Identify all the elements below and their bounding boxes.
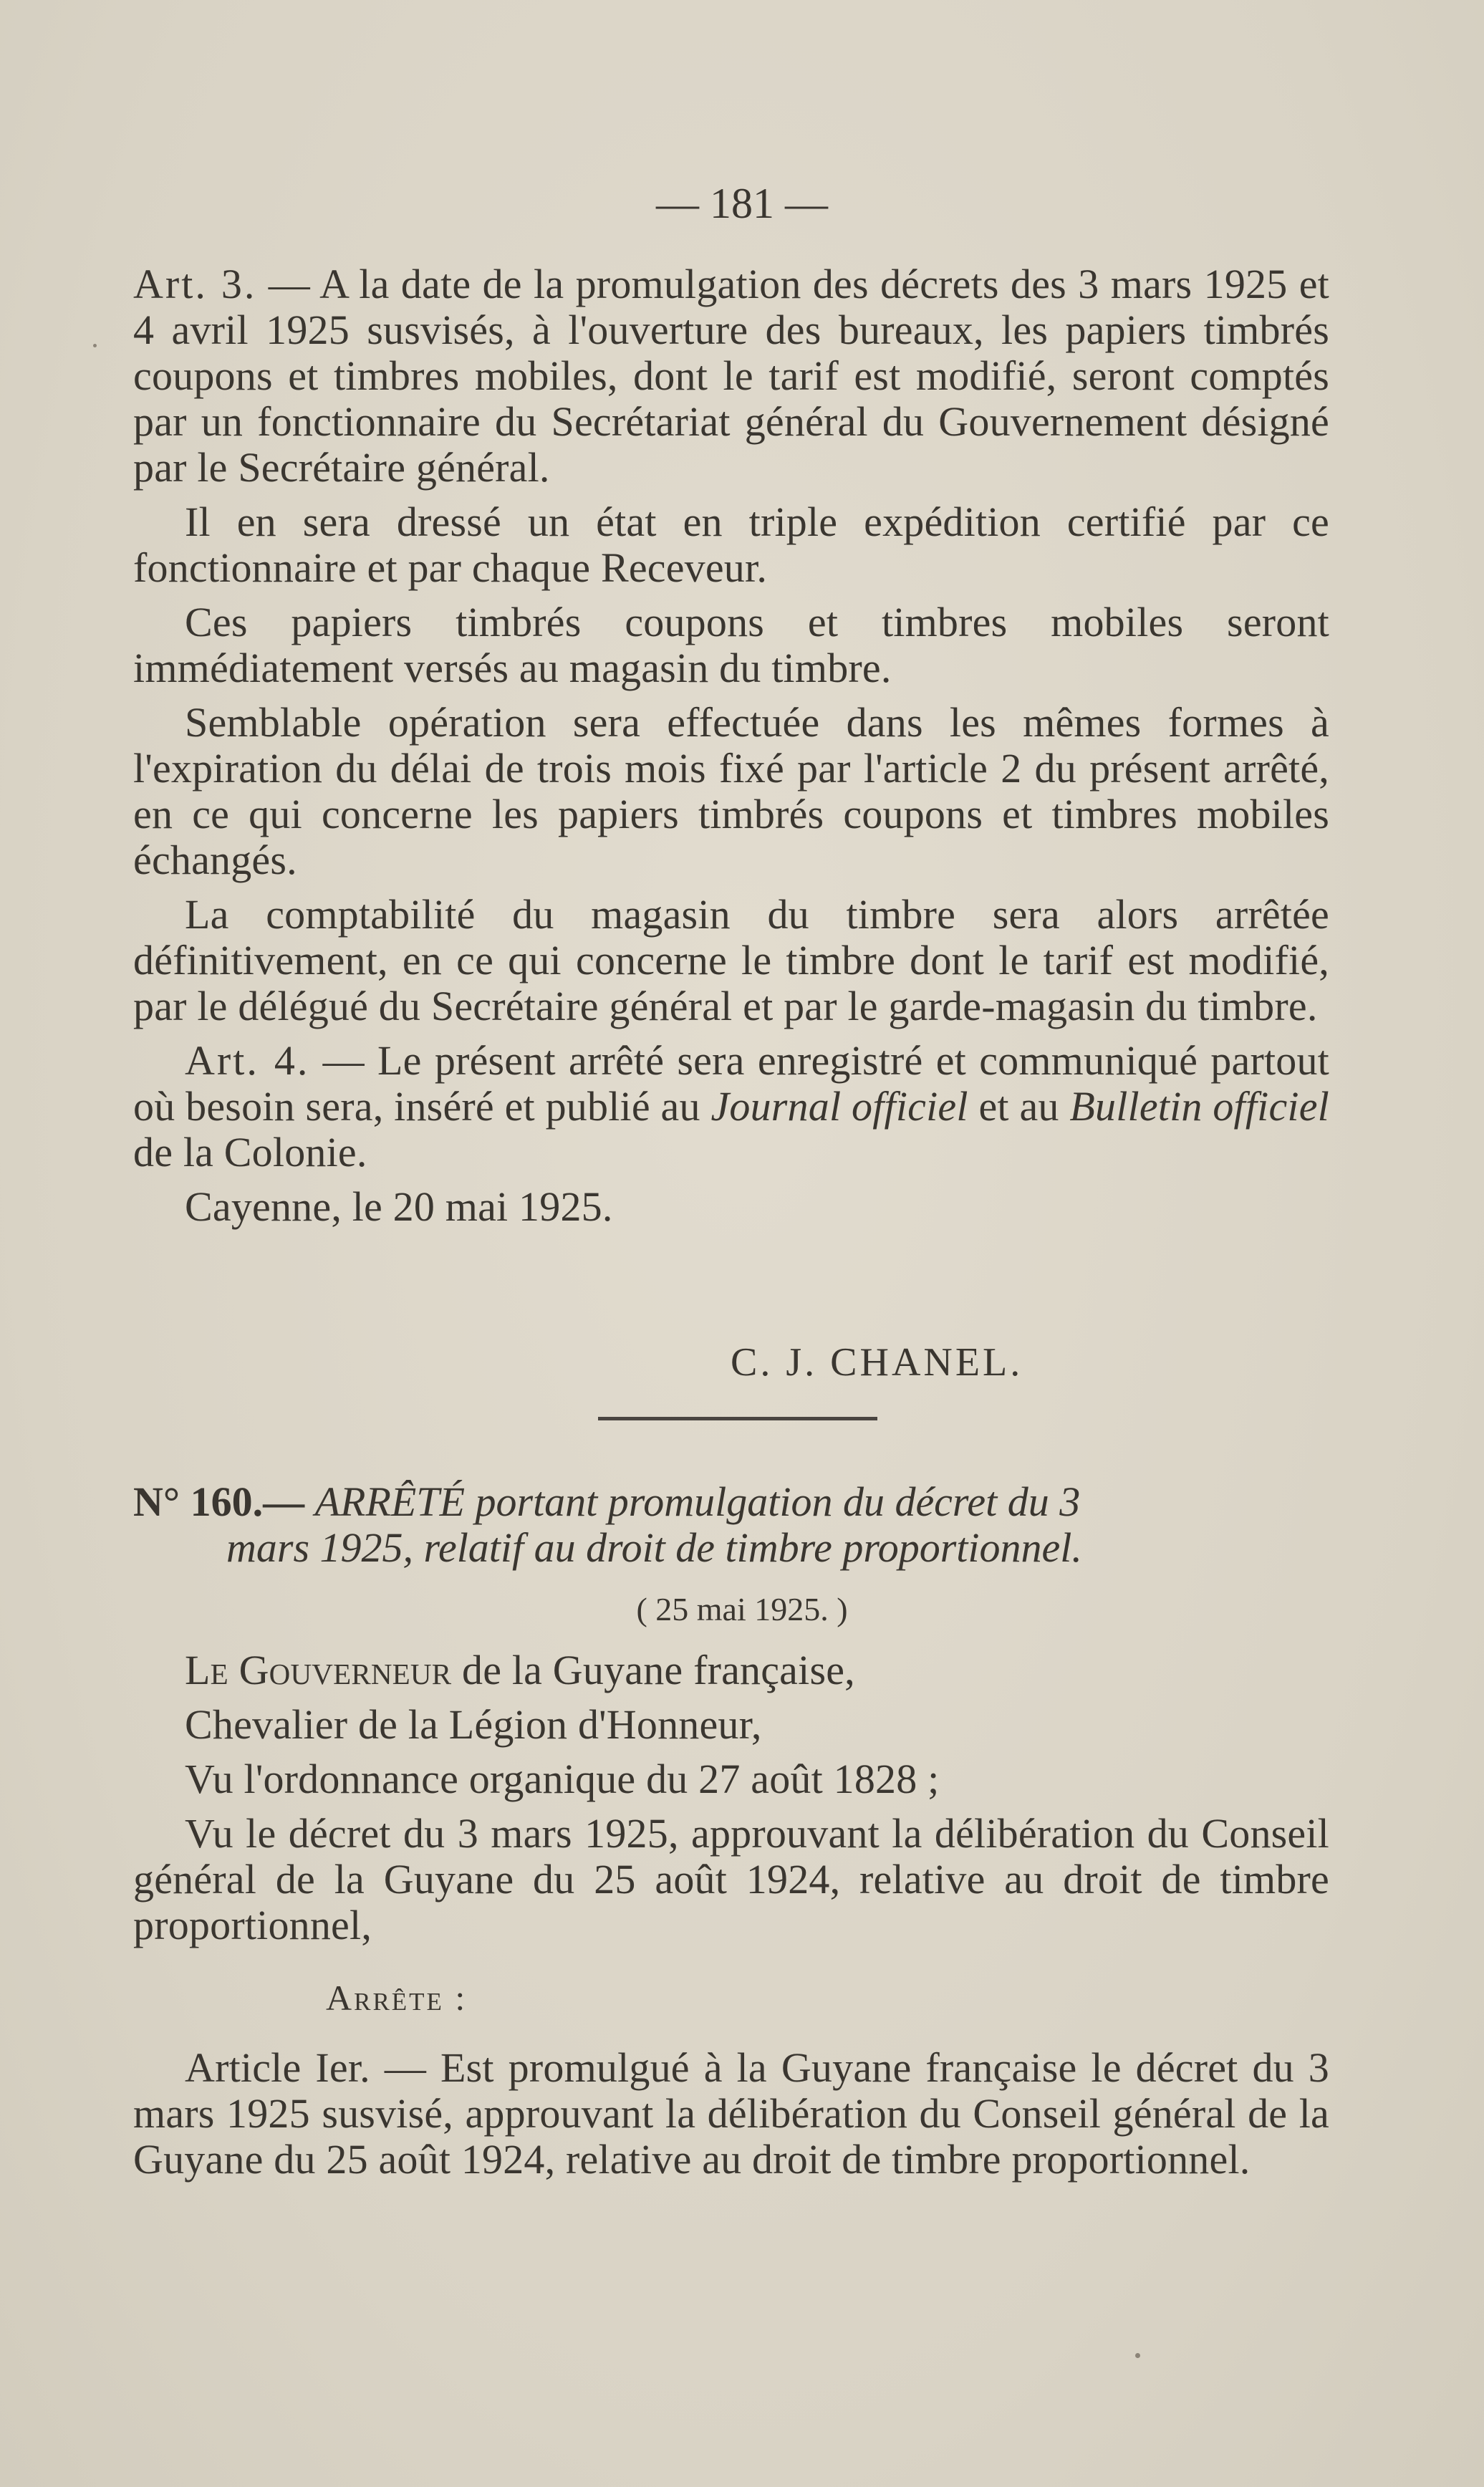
article-4-text-after: de la Colonie.: [133, 1129, 367, 1175]
article-4-paragraph: [133, 1038, 1329, 1175]
article-3-text-1: — A la date de la promulgation des décrets des 3 mars 1925 et 4 avril 1925 susvisés, à l'ouverture des bureaux, les papiers timbrés coupons et timbres mobiles, dont le tarif est modifié, seront comptés par un fonctionnaire du Secrétariat général du Gouvernement désigné par le Secrétaire général.: [133, 261, 1329, 491]
article-1-block: [133, 2045, 1329, 2183]
arrete-heading: Arrête :: [326, 1978, 468, 2018]
governor-line: [133, 1647, 1329, 1693]
decree-title-line-1: ARRÊTÉ portant promulgation du décret du 3: [314, 1478, 1081, 1525]
vu-ordonnance: Vu l'ordonnance organique du 27 août 1828 ;: [185, 1756, 940, 1802]
article-3-block: [133, 261, 1329, 1230]
journal-officiel-title: Journal officiel: [710, 1083, 968, 1130]
decree-heading: [133, 1479, 1329, 1571]
decree-title-line-2: mars 1925, relatif au droit de timbre proportionnel.: [226, 1524, 1082, 1571]
vu-decret: Vu le décret du 3 mars 1925, approuvant la délibération du Conseil général de la Guyane du 25 août 1924, relative au droit de timbre proportionnel,: [133, 1810, 1329, 1948]
bulletin-officiel-title: Bulletin officiel: [1069, 1083, 1329, 1130]
article-3-paragraph-5: La comptabilité du magasin du timbre sera alors arrêtée définitivement, en ce qui concerne le timbre dont le tarif est modifié, par le délégué du Secrétaire général et par le garde-magasin du timbre.: [133, 891, 1329, 1029]
article-1-text: — Est promulgué à la Guyane française le décret du 3 mars 1925 susvisé, approuvant la délibération du Conseil général de la Guyane du 25 août 1924, relative au droit de timbre proportionnel.: [133, 2044, 1330, 2183]
article-3-paragraph-4: Semblable opération sera effectuée dans les mêmes formes à l'expiration du délai de trois mois fixé par l'article 2 du présent arrêté, en ce qui concerne les papiers timbrés coupons et timbres mobiles échangés.: [133, 699, 1329, 883]
article-3-paragraph-3: Ces papiers timbrés coupons et timbres mobiles seront immédiatement versés au magasin du timbre.: [133, 599, 1329, 691]
signature: C. J. CHANEL.: [731, 1340, 1023, 1385]
governor-title: Le Gouverneur: [185, 1647, 452, 1693]
article-4-label: Art. 4.: [185, 1037, 310, 1084]
paper-speck: [93, 344, 97, 347]
article-1-label: Article Ier.: [185, 2044, 370, 2091]
article-3-paragraph-2: Il en sera dressé un état en triple expédition certifié par ce fonctionnaire et par chaque Receveur.: [133, 499, 1329, 591]
chevalier-line: Chevalier de la Légion d'Honneur,: [185, 1701, 762, 1748]
paper-speck: [1135, 2353, 1140, 2358]
article-4-text-before: — Le présent arrêté sera enregistré et communiqué partout où besoin sera, inséré et publié au: [133, 1037, 1329, 1130]
decree-date: ( 25 mai 1925. ): [636, 1591, 848, 1627]
decree-preamble: [133, 1647, 1329, 1948]
article-1-paragraph: [133, 2045, 1329, 2183]
page-number: — 181 —: [656, 180, 828, 227]
section-divider: [598, 1417, 877, 1420]
place-date: Cayenne, le 20 mai 1925.: [185, 1183, 613, 1230]
article-4-text-middle: et au: [968, 1083, 1070, 1130]
article-3-label: Art. 3.: [133, 261, 257, 307]
article-3-paragraph-1: [133, 261, 1329, 491]
governor-rest: de la Guyane française,: [451, 1647, 855, 1693]
decree-number: N° 160.—: [133, 1478, 305, 1525]
